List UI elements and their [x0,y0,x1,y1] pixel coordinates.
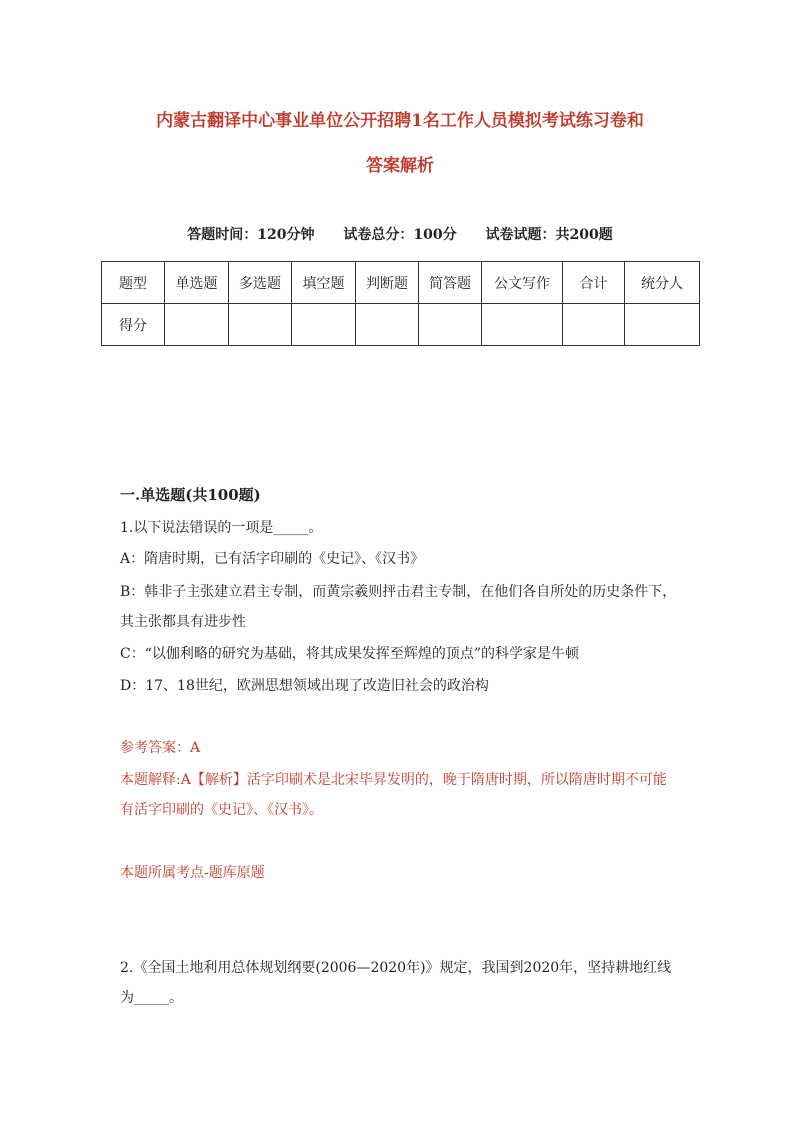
header-cell: 统分人 [625,262,700,304]
score-cell [356,304,419,346]
score-cell [229,304,292,346]
doc-title-line1: 内蒙古翻译中心事业单位公开招聘1名工作人员模拟考试练习卷和 [156,111,644,131]
q1-source: 本题所属考点-题库原题 [120,865,265,881]
section-title: 一.单选题(共100题) [120,486,261,504]
score-cell [482,304,563,346]
q1-explanation: 本题解释:A【解析】活字印刷术是北宋毕昇发明的，晚于隋唐时期，所以隋唐时期不可能有活字印刷的《史记》、《汉书》。 [120,772,667,818]
q1-option-c: C：“以伽利略的研究为基础，将其成果发挥至辉煌的顶点”的科学家是牛顿 [120,646,580,662]
exam-meta [0,224,800,244]
header-cell: 简答题 [419,262,482,304]
score-cell [563,304,625,346]
q2-stem: 2.《全国土地利用总体规划纲要(2006—2020年)》规定，我国到2020年，坚持耕地红线为_____。 [120,960,672,1006]
q1-answer: 参考答案：A [120,740,201,756]
header-cell: 合计 [563,262,625,304]
exam-question-count: 试卷试题：共200题 [485,227,613,243]
header-cell: 判断题 [356,262,419,304]
header-cell: 单选题 [165,262,229,304]
q1-stem: 1.以下说法错误的一项是_____。 [120,520,323,536]
score-table [101,261,700,346]
header-cell: 填空题 [292,262,356,304]
q1-option-d: D：17、18世纪，欧洲思想领域出现了改造旧社会的政治构 [120,678,489,694]
header-cell: 题型 [102,262,165,304]
q1-option-a: A：隋唐时期，已有活字印刷的《史记》、《汉书》 [120,551,425,567]
score-cell [625,304,700,346]
exam-total-score: 试卷总分：100分 [343,227,457,243]
score-cell [292,304,356,346]
score-cell [165,304,229,346]
score-cell [419,304,482,346]
header-cell: 多选题 [229,262,292,304]
score-table-score-row [102,304,700,346]
doc-title-line2: 答案解析 [366,156,434,176]
score-table-header-row [102,262,700,304]
exam-time: 答题时间：120分钟 [187,227,315,243]
header-cell: 公文写作 [482,262,563,304]
q1-option-b: B：韩非子主张建立君主专制，而黄宗羲则抨击君主专制，在他们各自所处的历史条件下，其主张都具有进步性 [120,584,677,630]
score-row-label: 得分 [102,304,165,346]
